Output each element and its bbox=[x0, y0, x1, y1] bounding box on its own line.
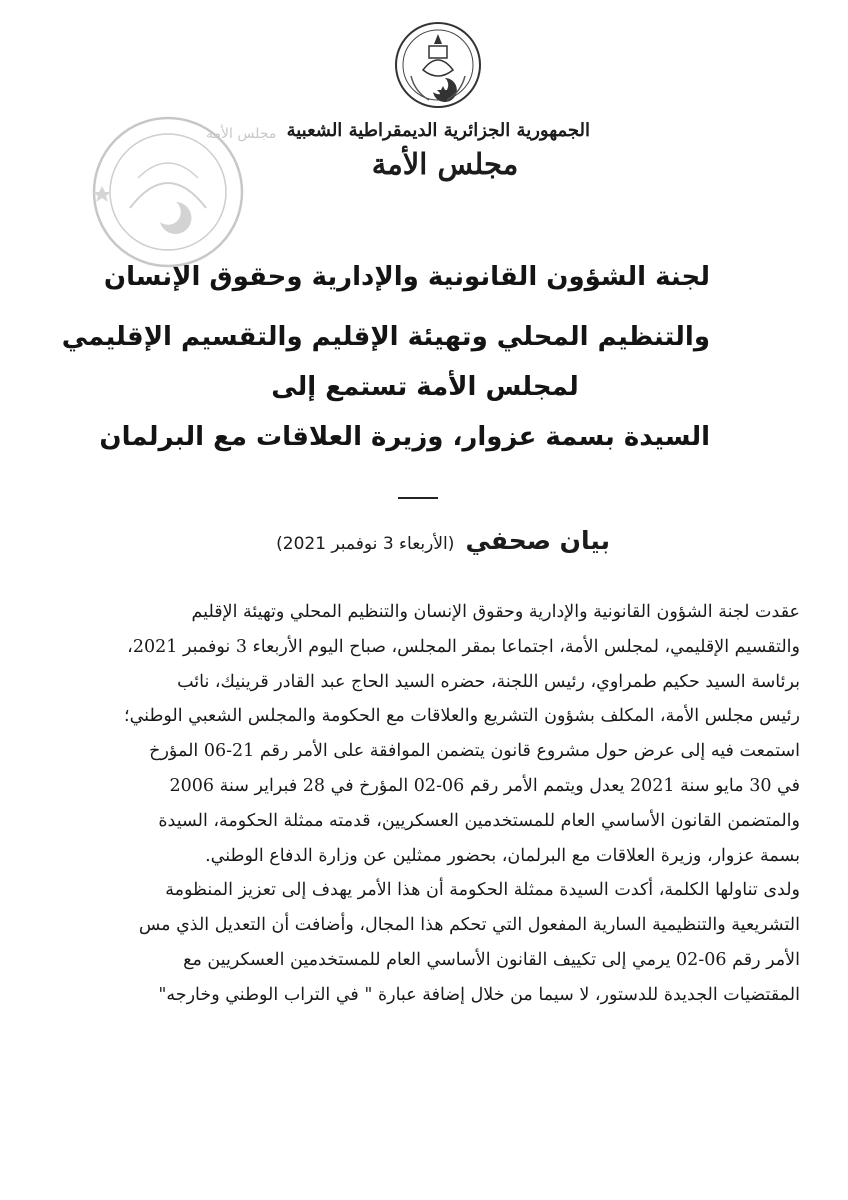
press-release-label: بيان صحفي bbox=[465, 526, 610, 555]
title-line-2: والتنظيم المحلي وتهيئة الإقليم والتقسيم الإقليمي bbox=[61, 322, 710, 352]
body-line: في 30 مايو سنة 2021 يعدل ويتمم الأمر رقم 06-02 المؤرخ في 28 فبراير سنة 2006 bbox=[169, 775, 800, 796]
national-emblem-icon bbox=[393, 20, 483, 110]
letterhead bbox=[286, 118, 590, 184]
body-line: والمتضمن القانون الأساسي العام للمستخدمين العسكريين، قدمته ممثلة الحكومة، السيدة bbox=[158, 810, 800, 831]
body-line: الأمر رقم 06-02 يرمي إلى تكييف القانون الأساسي العام للمستخدمين العسكريين مع bbox=[183, 949, 800, 970]
title-line-1: لجنة الشؤون القانونية والإدارية وحقوق الإنسان bbox=[103, 262, 710, 292]
body-line: التشريعية والتنظيمية السارية المفعول التي تحكم هذا المجال، وأضافت أن التعديل الذي مس bbox=[138, 915, 800, 936]
body-line: برئاسة السيد حكيم طمراوي، رئيس اللجنة، حضره السيد الحاج عبد القادر قرينيك، نائب bbox=[177, 671, 800, 692]
body-line: المقتضيات الجديدة للدستور، لا سيما من خلال إضافة عبارة " في التراب الوطني وخارجه" bbox=[158, 984, 800, 1005]
press-release-date: (الأربعاء 3 نوفمبر 2021) bbox=[276, 534, 455, 554]
press-release-heading bbox=[150, 526, 610, 555]
republic-name: الجمهورية الجزائرية الديمقراطية الشعبية bbox=[286, 120, 590, 141]
body-line: رئيس مجلس الأمة، المكلف بشؤون التشريع والعلاقات مع الحكومة والمجلس الشعبي الوطني؛ bbox=[124, 706, 800, 727]
title-line-3: لمجلس الأمة تستمع إلى bbox=[271, 372, 579, 402]
body-line: عقدت لجنة الشؤون القانونية والإدارية وحقوق الإنسان والتنظيم المحلي وتهيئة الإقليم bbox=[191, 602, 800, 622]
stamp-text: مجلس الأمة bbox=[206, 126, 277, 142]
title-line-4: السيدة بسمة عزوار، وزيرة العلاقات مع البرلمان bbox=[99, 422, 710, 452]
body-text bbox=[40, 595, 800, 1013]
official-stamp bbox=[78, 108, 277, 276]
body-line: استمعت فيه إلى عرض حول مشروع قانون يتضمن الموافقة على الأمر رقم 21-06 المؤرخ bbox=[149, 741, 800, 762]
body-line: ولدى تناولها الكلمة، أكدت السيدة ممثلة الحكومة أن هذا الأمر يهدف إلى تعزيز المنظومة bbox=[165, 880, 800, 901]
body-line: بسمة عزوار، وزيرة العلاقات مع البرلمان، بحضور ممثلين عن وزارة الدفاع الوطني. bbox=[205, 845, 800, 866]
institution-name: مجلس الأمة bbox=[371, 147, 519, 181]
body-line: والتقسيم الإقليمي، لمجلس الأمة، اجتماعا بمقر المجلس، صباح اليوم الأربعاء 3 نوفمبر 2021، bbox=[127, 636, 800, 657]
title-separator bbox=[398, 497, 438, 499]
